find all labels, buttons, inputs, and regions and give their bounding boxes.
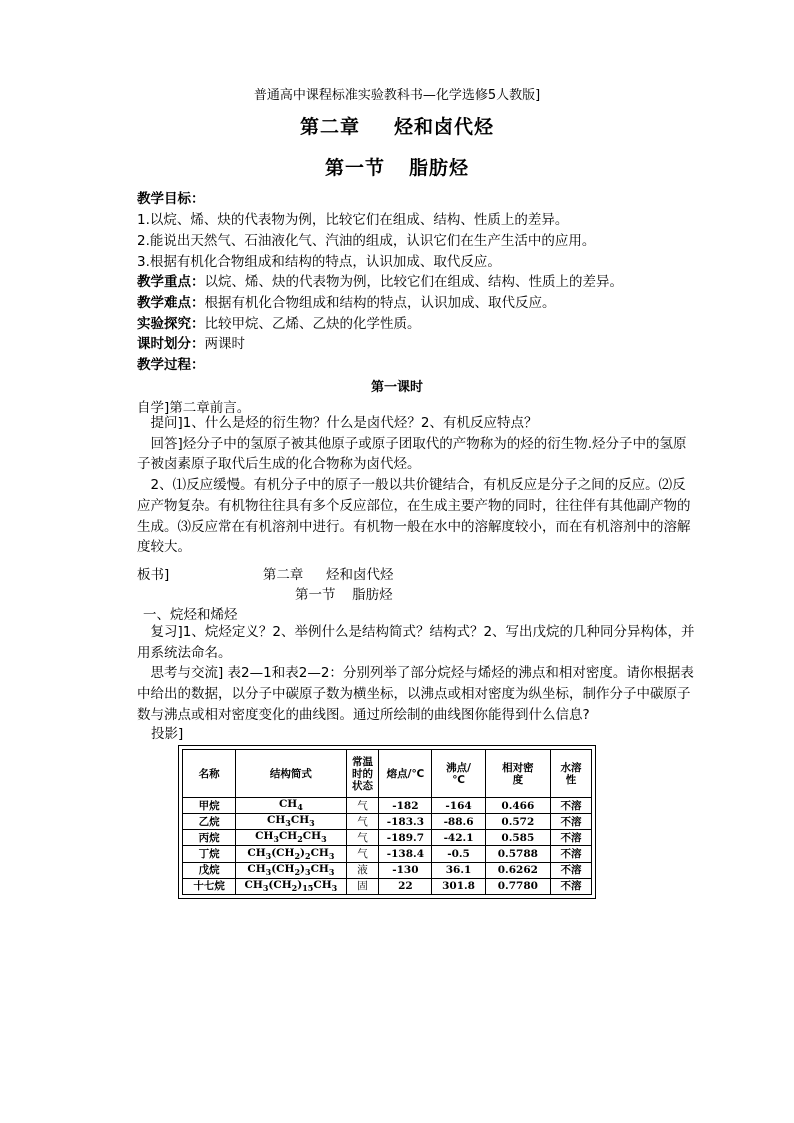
goal-item-3: 3.根据有机化合物组成和结构的特点，认识加成、取代反应。 — [137, 254, 501, 270]
board-section-number: 第一节 — [295, 587, 336, 603]
section-number: 第一节 — [324, 157, 385, 179]
cell-state: 液 — [346, 862, 379, 878]
cell-melting-point: -130 — [379, 862, 432, 878]
cell-name: 十七烷 — [183, 878, 236, 894]
board-section — [295, 583, 393, 603]
header-state: 常温时的状态 — [346, 750, 379, 798]
cell-boiling-point: -164 — [432, 798, 485, 814]
teaching-focus — [137, 270, 623, 290]
discussion-paragraph: 思考与交流] 表2—1和表2—2：分别列举了部分烷烃与烯烃的沸点和相对密度。请你根据表中给出的数据，以分子中碳原子数为横坐标，以沸点或相对密度为纵坐标，制作分子中碳原子数与沸点或相对密度变化的曲线图。通过所绘制的曲线图你能得到什么信息? — [137, 665, 694, 723]
cell-density: 0.6262 — [485, 862, 550, 878]
goals-label: 教学目标： — [137, 191, 205, 207]
header-boiling-point: 沸点/℃ — [432, 750, 485, 798]
cell-solubility: 不溶 — [551, 878, 592, 894]
cell-density: 0.5788 — [485, 846, 550, 862]
answer-paragraph-2: 2、⑴反应缓慢。有机分子中的原子一般以共价键结合，有机反应是分子之间的反应。⑵反应产物复杂。有机物往往具有多个反应部位，在生成主要产物的同时，往往伴有其他副产物的生成。⑶反应常在有机溶剂中进行。有机物一般在水中的溶解度较小，而在有机溶剂中的溶解度较大。 — [137, 477, 691, 556]
cell-formula: $CH_3(CH_2)_3CH_3$ — [236, 862, 346, 878]
answer-paragraph-1: 回答]烃分子中的氢原子被其他原子或原子团取代的产物称为的烃的衍生物.烃分子中的氢原子被卤素原子取代后生成的化合物称为卤代烃。 — [137, 435, 687, 473]
schedule-label: 课时划分： — [137, 336, 205, 352]
cell-density: 0.572 — [485, 814, 550, 830]
cell-density: 0.7780 — [485, 878, 550, 894]
table-row — [183, 814, 592, 830]
cell-boiling-point: -88.6 — [432, 814, 485, 830]
focus-text: 以烷、烯、炔的代表物为例，比较它们在组成、结构、性质上的差异。 — [204, 274, 623, 290]
cell-formula: $CH_3(CH_2)_{15}CH_3$ — [236, 878, 346, 894]
board-chapter-title: 烃和卤代烃 — [325, 567, 394, 583]
qa-paragraphs — [137, 413, 697, 558]
table-row — [183, 846, 592, 862]
cell-formula: $CH_3CH_3$ — [236, 814, 346, 830]
cell-formula: $CH_3(CH_2)_2CH_3$ — [236, 846, 346, 862]
cell-name: 戊烷 — [183, 862, 236, 878]
cell-name: 甲烷 — [183, 798, 236, 814]
experiment-label: 实验探究： — [137, 316, 205, 332]
cell-density: 0.466 — [485, 798, 550, 814]
table-header-row — [183, 750, 592, 798]
chapter-number: 第二章 — [299, 116, 360, 138]
header-solubility: 水溶性 — [551, 750, 592, 798]
cell-density: 0.585 — [485, 830, 550, 846]
cell-state: 气 — [346, 830, 379, 846]
cell-melting-point: 22 — [379, 878, 432, 894]
cell-melting-point: -189.7 — [379, 830, 432, 846]
cell-boiling-point: 36.1 — [432, 862, 485, 878]
cell-formula: $CH_3CH_2CH_3$ — [236, 830, 346, 846]
cell-state: 气 — [346, 846, 379, 862]
section-title — [0, 153, 794, 180]
cell-melting-point: -138.4 — [379, 846, 432, 862]
cell-formula: $CH_4$ — [236, 798, 346, 814]
cell-state: 气 — [346, 814, 379, 830]
header-formula: 结构简式 — [236, 750, 346, 798]
review-discussion — [137, 622, 697, 726]
alkane-properties-table — [182, 749, 592, 895]
cell-name: 丁烷 — [183, 846, 236, 862]
cell-melting-point: -183.3 — [379, 814, 432, 830]
cell-boiling-point: 301.8 — [432, 878, 485, 894]
schedule-text: 两课时 — [204, 336, 245, 352]
lesson-title: 第一课时 — [370, 380, 423, 395]
section-name: 脂肪烃 — [409, 157, 470, 179]
header-melting-point: 熔点/℃ — [379, 750, 432, 798]
cell-state: 气 — [346, 798, 379, 814]
chapter-name: 烃和卤代烃 — [394, 116, 495, 138]
teaching-difficulty — [137, 291, 556, 311]
class-schedule — [137, 332, 245, 352]
experiment-text: 比较甲烷、乙烯、乙炔的化学性质。 — [204, 316, 421, 332]
book-header: 普通高中课程标准实验教科书—化学选修5人教版] — [253, 88, 541, 103]
board-section-title: 脂肪烃 — [352, 587, 393, 603]
focus-label: 教学重点： — [137, 274, 205, 290]
difficulty-text: 根据有机化合物组成和结构的特点，认识加成、取代反应。 — [204, 295, 556, 311]
goal-item-1: 1.以烷、烯、炔的代表物为例，比较它们在组成、结构、性质上的差异。 — [137, 212, 569, 228]
cell-solubility: 不溶 — [551, 814, 592, 830]
cell-solubility: 不溶 — [551, 830, 592, 846]
review-paragraph: 复习]1、烷烃定义？2、举例什么是结构简式？结构式？2、写出戊烷的几种同分异构体，并用系统法命名。 — [137, 624, 695, 661]
table-row — [183, 830, 592, 846]
table-row — [183, 862, 592, 878]
cell-solubility: 不溶 — [551, 846, 592, 862]
chapter-title — [0, 112, 794, 139]
experiment-inquiry — [137, 312, 421, 332]
goal-item-2: 2.能说出天然气、石油液化气、汽油的组成，认识它们在生产生活中的应用。 — [137, 233, 596, 249]
question-paragraph: 提问]1、什么是烃的衍生物？什么是卤代烃？2、有机反应特点？ — [150, 415, 538, 431]
header-density: 相对密度 — [485, 750, 550, 798]
cell-melting-point: -182 — [379, 798, 432, 814]
cell-state: 固 — [346, 878, 379, 894]
alkane-table-frame — [178, 745, 596, 899]
cell-boiling-point: -42.1 — [432, 830, 485, 846]
board-heading — [137, 563, 393, 583]
difficulty-label: 教学难点： — [137, 295, 205, 311]
cell-boiling-point: -0.5 — [432, 846, 485, 862]
self-study: 自学]第二章前言。 — [137, 400, 251, 416]
board-chapter: 第二章 — [262, 567, 304, 583]
cell-solubility: 不溶 — [551, 862, 592, 878]
board-label: 板书] — [137, 567, 170, 583]
subheading: 一、烷烃和烯烃 — [143, 607, 238, 623]
cell-solubility: 不溶 — [551, 798, 592, 814]
header-name: 名称 — [183, 750, 236, 798]
process-label: 教学过程： — [137, 357, 205, 373]
table-row — [183, 798, 592, 814]
table-row — [183, 878, 592, 894]
projection-label: 投影] — [151, 726, 184, 742]
cell-name: 乙烷 — [183, 814, 236, 830]
cell-name: 丙烷 — [183, 830, 236, 846]
